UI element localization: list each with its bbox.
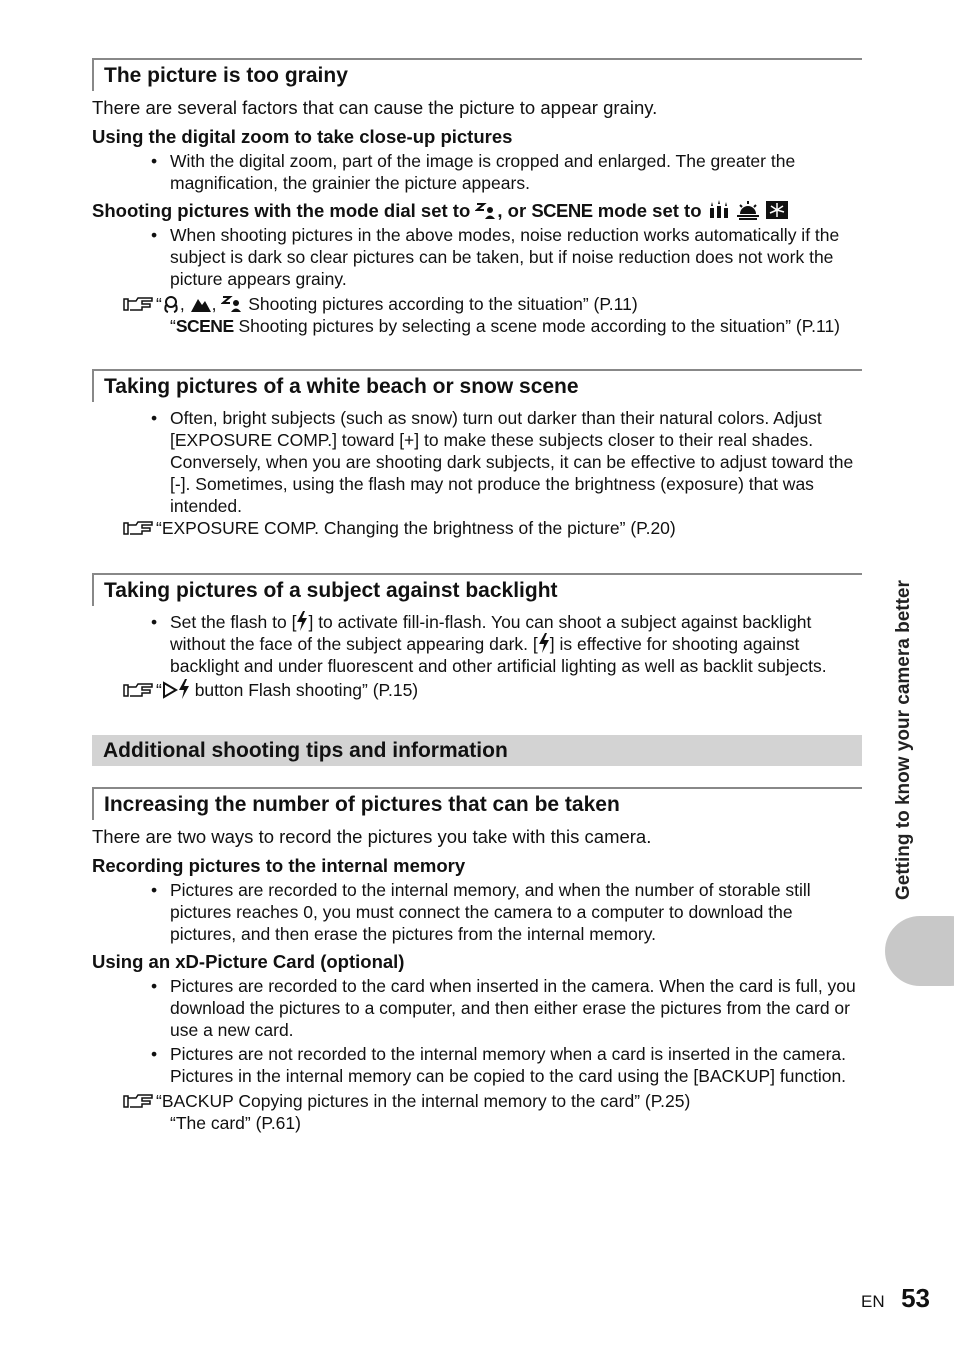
candle-icon (707, 200, 731, 220)
list-item: • Pictures are not recorded to the internal memory when a card is inserted in the camera. Pictures in the internal memory can be copied to the card using the [BACKUP] function. (151, 1044, 847, 1086)
scene-icon: SCENE (175, 316, 234, 336)
list-item: • Pictures are recorded to the card when inserted in the camera. When the card is full, you download the pictures to a computer, and then either erase the pictures from the card or use a new card. (151, 976, 856, 1040)
list-item: • When shooting pictures in the above modes, noise reduction works automatically if the subject is dark so clear pictures can be taken, but if noise reduction does not work the picture appears grainy. (151, 225, 840, 289)
section-title-number: Increasing the number of pictures that can be taken (92, 787, 862, 820)
number-sub-xd-card: Using an xD-Picture Card (optional) (92, 951, 405, 972)
fireworks-icon (765, 200, 789, 220)
chapter-label: Getting to know your camera better (893, 580, 914, 900)
portrait-icon (162, 295, 180, 313)
number-sub-internal-memory: Recording pictures to the internal memory (92, 855, 466, 876)
reference-backlight: “ button Flash shooting” (P.15) (92, 679, 862, 701)
flash-icon (296, 611, 308, 631)
sunset-icon (736, 200, 760, 220)
section-title-beach: Taking pictures of a white beach or snow scene (92, 369, 862, 402)
reference-hand-icon (122, 682, 154, 699)
play-icon (162, 681, 178, 699)
list-item: • Often, bright subjects (such as snow) turn out darker than their natural colors. Adjust [EXPOSURE COMP.] toward [+] to make these subjects closer to their real shades. Conversely, when you are shooting dark subjects, it can be effective to adjust toward the [-]. Sometimes, using the flash may not produce the brightness (exposure) that was intended. (151, 408, 854, 516)
reference-number: “BACKUP Copying pictures in the internal memory to the card” (P.25) “The card” (P.61) (92, 1090, 862, 1134)
scene-icon: SCENE (531, 200, 593, 221)
reference-hand-icon (122, 1093, 154, 1110)
night-portrait-icon (221, 295, 243, 313)
list-item: • Pictures are recorded to the internal memory, and when the number of storable still pictures reaches 0, you must connect the camera to a computer to download the pictures, and then erase the pictures from the internal memory. (151, 880, 811, 944)
number-intro: There are two ways to record the pictures you take with this camera. (92, 826, 652, 847)
section-title-grainy: The picture is too grainy (92, 58, 862, 91)
list-item: • Set the flash to [ ] to activate fill-in-flash. You can shoot a subject against backlight without the face of the subject appearing dark. [ ] is effective for shooting against backlight and under fluorescent and other artificial lighting as well as backlit subjects. (151, 612, 827, 676)
section-title-tips: Additional shooting tips and information (92, 735, 862, 766)
grainy-sub-digital-zoom: Using the digital zoom to take close-up pictures (92, 126, 513, 147)
reference-hand-icon (122, 296, 154, 313)
page-content (92, 58, 862, 1134)
section-title-backlight: Taking pictures of a subject against backlight (92, 573, 862, 606)
list-item: • With the digital zoom, part of the image is cropped and enlarged. The greater the magnification, the grainier the picture appears. (151, 151, 796, 193)
grainy-intro: There are several factors that can cause the picture to appear grainy. (92, 97, 658, 118)
reference-beach: “EXPOSURE COMP. Changing the brightness of the picture” (P.20) (92, 517, 862, 539)
flash-icon (538, 633, 550, 653)
reference-grainy: “ , , Shooting pictures according to the situation” (P.11) “SCENE Shooting pictures by selecting a scene mode according to the situation” (P.11) (92, 293, 862, 337)
language-label: EN (861, 1292, 885, 1311)
page-number: 53 (901, 1283, 930, 1313)
flash-icon (178, 679, 190, 699)
night-portrait-icon (475, 202, 497, 220)
reference-hand-icon (122, 520, 154, 537)
landscape-icon (190, 295, 212, 313)
chapter-tab (885, 916, 954, 986)
grainy-sub-mode-dial: Shooting pictures with the mode dial set to , or SCENE mode set to (92, 200, 862, 222)
